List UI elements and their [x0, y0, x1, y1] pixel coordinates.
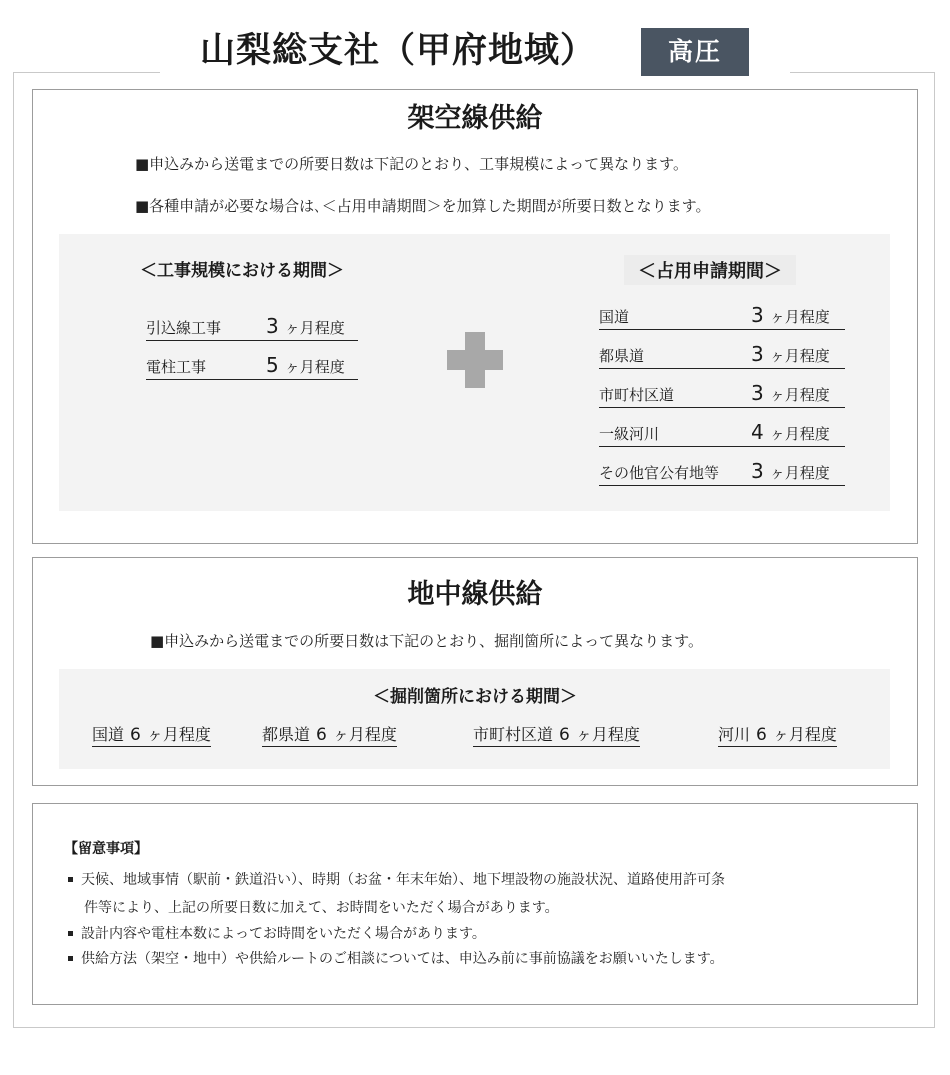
excavation-heading: ＜掘削箇所における期間＞	[373, 687, 577, 707]
remark-item: 供給方法（架空・地中）や供給ルートのご相談については、申込み前に事前協議をお願いいたします。	[68, 948, 724, 968]
excavation-item: 河川 6 ヶ月程度	[718, 722, 837, 747]
construction-item: 電柱工事 5 ヶ月程度	[146, 353, 358, 380]
overhead-note-2: ■各種申請が必要な場合は､＜占用申請期間＞を加算した期間が所要日数となります。	[135, 197, 711, 215]
remark-item-continued: 件等により、上記の所要日数に加えて、お時間をいただく場合があります。	[84, 900, 559, 916]
voltage-badge: 高圧	[641, 28, 749, 76]
remark-item: 天候、地域事情（駅前・鉄道沿い）、時期（お盆・年末年始）、地下埋設物の施設状況、道路使用許可条	[68, 869, 725, 889]
occupancy-item: 都県道 3 ヶ月程度	[599, 342, 845, 369]
underground-note: ■申込みから送電までの所要日数は下記のとおり、掘削箇所によって異なります。	[150, 632, 703, 650]
overhead-note-1: ■申込みから送電までの所要日数は下記のとおり、工事規模によって異なります。	[135, 155, 688, 173]
occupancy-item: その他官公有地等 3 ヶ月程度	[599, 459, 845, 486]
occupancy-heading: ＜占用申請期間＞	[624, 255, 796, 285]
underground-title: 地中線供給	[407, 579, 543, 610]
plus-icon	[447, 332, 503, 388]
construction-item: 引込線工事 3 ヶ月程度	[146, 314, 358, 341]
remarks-heading: 【留意事項】	[64, 841, 148, 857]
excavation-item: 国道 6 ヶ月程度	[92, 722, 211, 747]
construction-heading: ＜工事規模における期間＞	[140, 261, 344, 281]
excavation-item: 都県道 6 ヶ月程度	[262, 722, 397, 747]
occupancy-item: 一級河川 4 ヶ月程度	[599, 420, 845, 447]
overhead-title: 架空線供給	[407, 103, 543, 134]
occupancy-item: 市町村区道 3 ヶ月程度	[599, 381, 845, 408]
page-title: 山梨総支社（甲府地域）	[200, 31, 597, 71]
excavation-item: 市町村区道 6 ヶ月程度	[473, 722, 640, 747]
remark-item: 設計内容や電柱本数によってお時間をいただく場合があります。	[68, 923, 486, 943]
occupancy-item: 国道 3 ヶ月程度	[599, 303, 845, 330]
